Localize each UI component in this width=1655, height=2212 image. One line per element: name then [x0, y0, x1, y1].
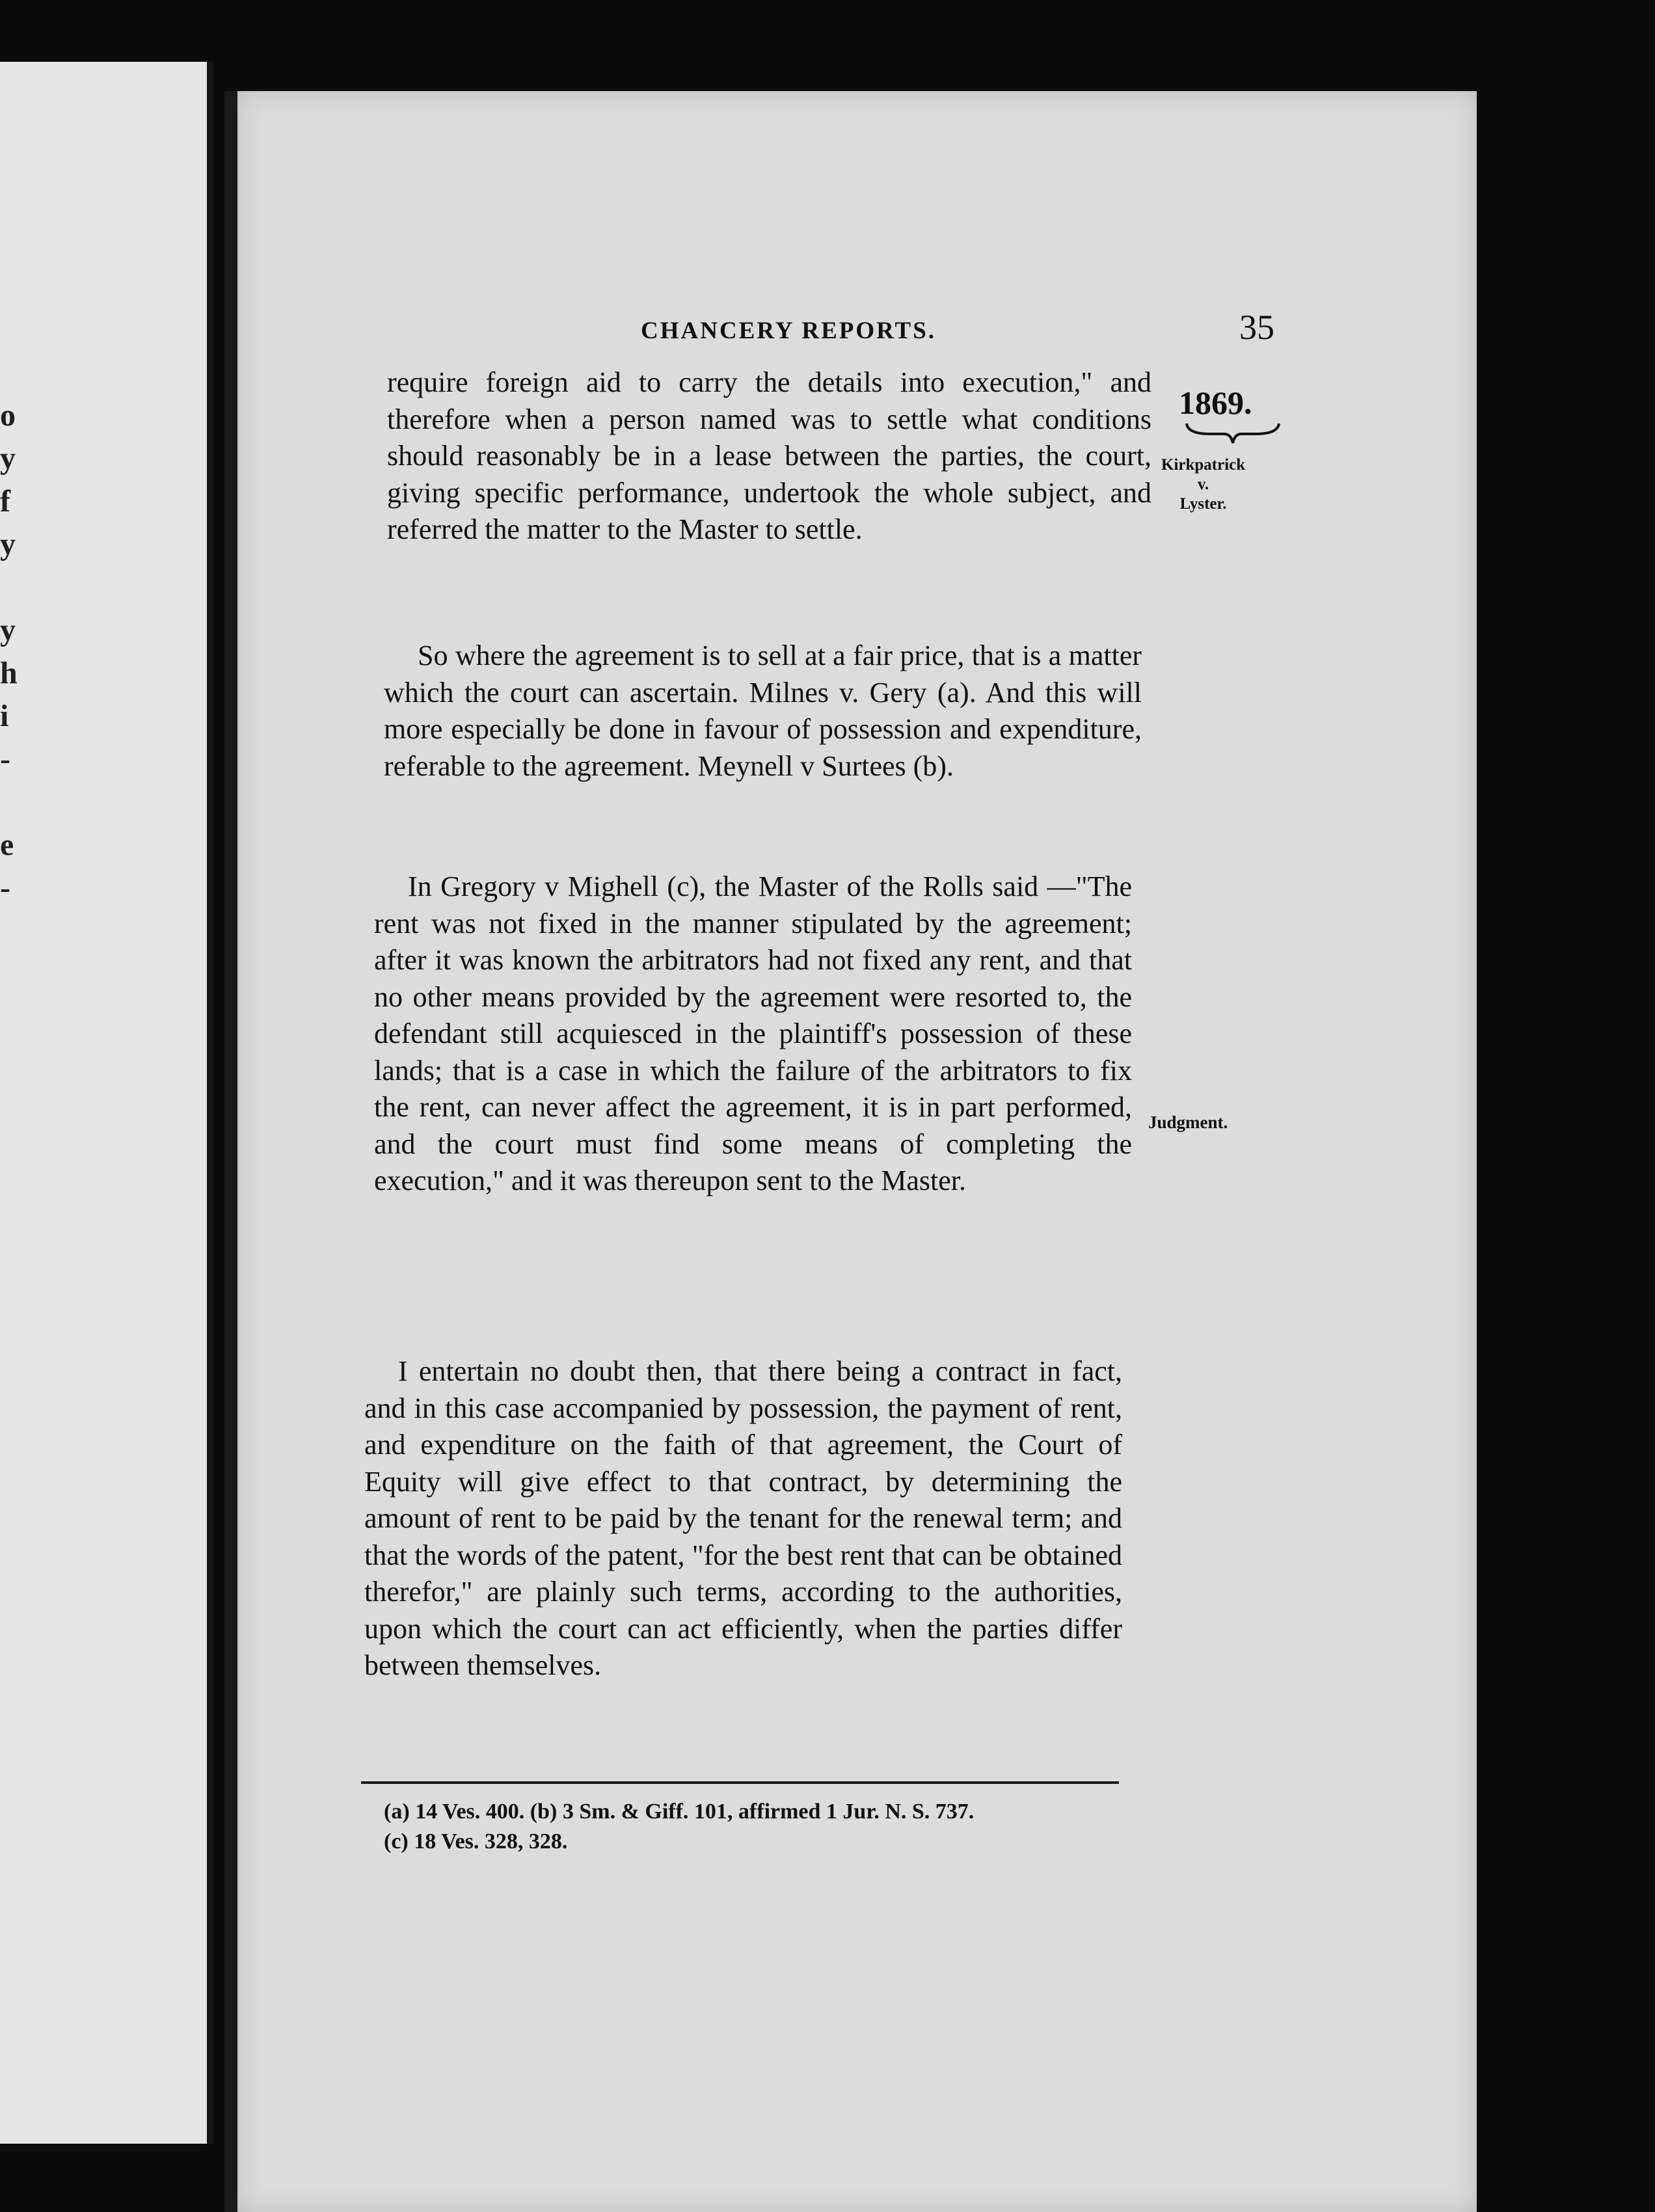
facing-page-edge	[0, 62, 213, 2144]
fragment: y	[0, 441, 16, 476]
judgment-marginal-note: Judgment.	[1148, 1113, 1228, 1132]
paragraph-text: So where the agreement is to sell at a fair price, that is a matter which the court can ascertain. Milnes v. Gery (a). And this will more especially be done in favour of possession and expenditure, referable to the agreement. Meynell v Surtees (b).	[384, 640, 1142, 782]
paragraph-4	[364, 1353, 1122, 1684]
fragment: f	[0, 484, 10, 519]
running-title: CHANCERY REPORTS.	[641, 317, 937, 344]
fragment: y	[0, 527, 16, 561]
fragment	[0, 787, 26, 830]
paragraph-1	[387, 364, 1151, 548]
fragment: i	[0, 699, 9, 733]
fragment	[0, 572, 26, 615]
brace-icon	[1184, 420, 1282, 446]
case-versus: v.	[1197, 476, 1209, 493]
paragraph-3	[374, 869, 1132, 1200]
footnote-line: (c) 18 Ves. 328, 328.	[384, 1829, 568, 1854]
fragment: -	[0, 742, 10, 776]
margin-year: 1869.	[1179, 384, 1252, 421]
paragraph-text: require foreign aid to carry the details into execution," and therefore when a person named was to settle what conditions should reasonably be in a lease between the parties, the court, giving specific performance, undertook the whole subject, and referred the matter to the Master to settle.	[387, 366, 1151, 545]
case-name-margin	[1161, 455, 1245, 514]
facing-page-text-fragments	[0, 400, 26, 915]
paragraph-text: In Gregory v Mighell (c), the Master of the Rolls said —"The rent was not fixed in the manner stipulated by the agreement; after it was known the arbitrators had not fixed any rent, and that no other means provided by the agreement were resorted to, the defendant still acquiesced in the plaintiff's possession of these lands; that is a case in which the failure of the arbitrators to fix the rent, can never affect the agreement, it is in part performed, and the court must find some means of completing the execution," and it was thereupon sent to the Master.	[374, 870, 1132, 1196]
fragment: h	[0, 656, 18, 690]
fragment: e	[0, 828, 14, 862]
paragraph-text: I entertain no doubt then, that there being a contract in fact, and in this case accompanied by possession, the payment of rent, and expenditure on the faith of that agreement, the Court of Equity will give effect to that contract, by determining the amount of rent to be paid by the tenant for the renewal term; and that the words of the patent, "for the best rent that can be obtained therefor," are plainly such terms, according to the authorities, upon which the court can act efficiently, when the parties differ between themselves.	[364, 1355, 1122, 1681]
footnotes	[384, 1797, 974, 1857]
case-party-1: Kirkpatrick	[1161, 456, 1246, 474]
fragment: o	[0, 398, 16, 433]
case-party-2: Lyster.	[1179, 495, 1227, 513]
fragment: -	[0, 870, 10, 905]
paragraph-2	[384, 638, 1142, 785]
footnote-rule	[361, 1781, 1119, 1784]
footnote-line: (a) 14 Ves. 400. (b) 3 Sm. & Giff. 101, affirmed 1 Jur. N. S. 737.	[384, 1800, 975, 1824]
fragment: y	[0, 613, 16, 647]
page-number: 35	[1239, 308, 1274, 347]
